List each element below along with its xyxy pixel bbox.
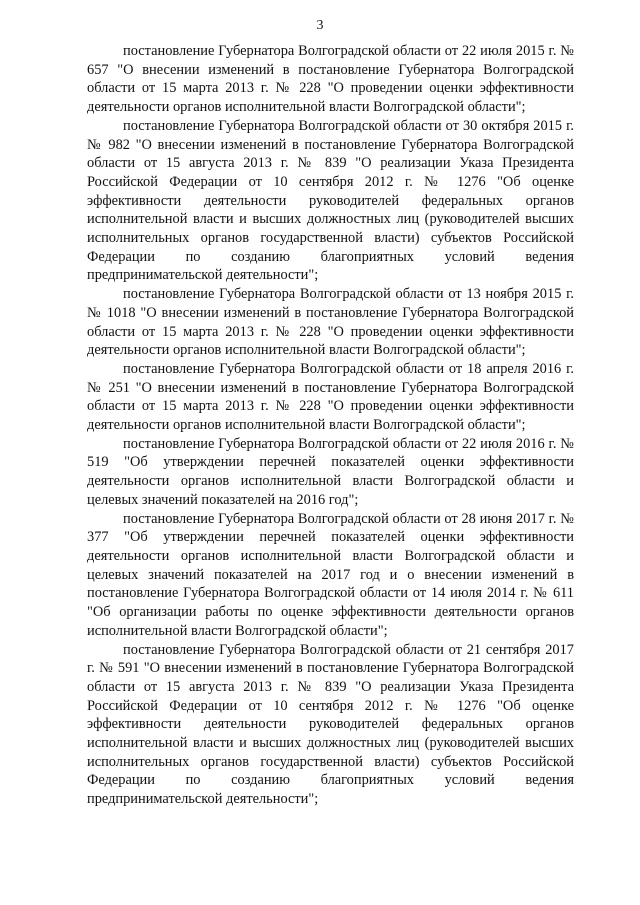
paragraph-decree-657: постановление Губернатора Волгоградской области от 22 июля 2015 г. № 657 "О внесении изменений в постановление Губернатора Волгоградской области от 15 марта 2013 г. № 228 "О проведении оценки эффективности деятельности органов исполнительной власти Волгоградской области"; <box>87 43 574 116</box>
paragraph-decree-519: постановление Губернатора Волгоградской области от 22 июля 2016 г. № 519 "Об утверждении перечней показателей оценки эффективности деятельности органов исполнительной власти Волгоградской области и целевых значений показателей на 2016 год"; <box>87 435 574 508</box>
paragraph-decree-377: постановление Губернатора Волгоградской области от 28 июня 2017 г. № 377 "Об утверждении перечней показателей оценки эффективности деятельности органов исполнительной власти Волгоградской области и целевых значений показателей на 2017 год и о внесении изменений в постановление Губернатора Волгоградской области от 14 июля 2014 г. № 611 "Об организации работы по оценке эффективности деятельности органов исполнительной власти Волгоградской области"; <box>87 510 574 639</box>
paragraph-decree-251: постановление Губернатора Волгоградской области от 18 апреля 2016 г. № 251 "О внесении изменений в постановление Губернатора Волгоградской области от 15 марта 2013 г. № 228 "О проведении оценки эффективности деятельности органов исполнительной власти Волгоградской области"; <box>87 360 574 434</box>
paragraph-decree-1018: постановление Губернатора Волгоградской области от 13 ноября 2015 г. № 1018 "О внесении изменений в постановление Губернатора Волгоградской области от 15 марта 2013 г. № 228 "О проведении оценки эффективности деятельности органов исполнительной власти Волгоградской области"; <box>87 286 574 359</box>
page-number: 3 <box>316 18 324 33</box>
paragraph-decree-591: постановление Губернатора Волгоградской области от 21 сентября 2017 г. № 591 "О внесении изменений в постановление Губернатора Волгоградской области от 15 августа 2013 г. № 839 "О реализации Указа Президента Российской Федерации от 10 сентября 2012 г. № 1276 "Об оценке эффективности деятельности руководителей федеральных органов исполнительной власти и высших должностных лиц (руководителей высших исполнительных органов государственной власти) субъектов Российской Федерации по созданию благоприятных условий ведения предпринимательской деятельности"; <box>87 641 574 808</box>
document-body <box>87 42 574 809</box>
paragraph-decree-982: постановление Губернатора Волгоградской области от 30 октября 2015 г. № 982 "О внесении изменений в постановление Губернатора Волгоградской области от 15 августа 2013 г. № 839 "О реализации Указа Президента Российской Федерации от 10 сентября 2012 г. № 1276 "Об оценке эффективности деятельности руководителей федеральных органов исполнительной власти и высших должностных лиц (руководителей высших исполнительных органов государственной власти) субъектов Российской Федерации по созданию благоприятных условий ведения предпринимательской деятельности"; <box>87 117 574 284</box>
